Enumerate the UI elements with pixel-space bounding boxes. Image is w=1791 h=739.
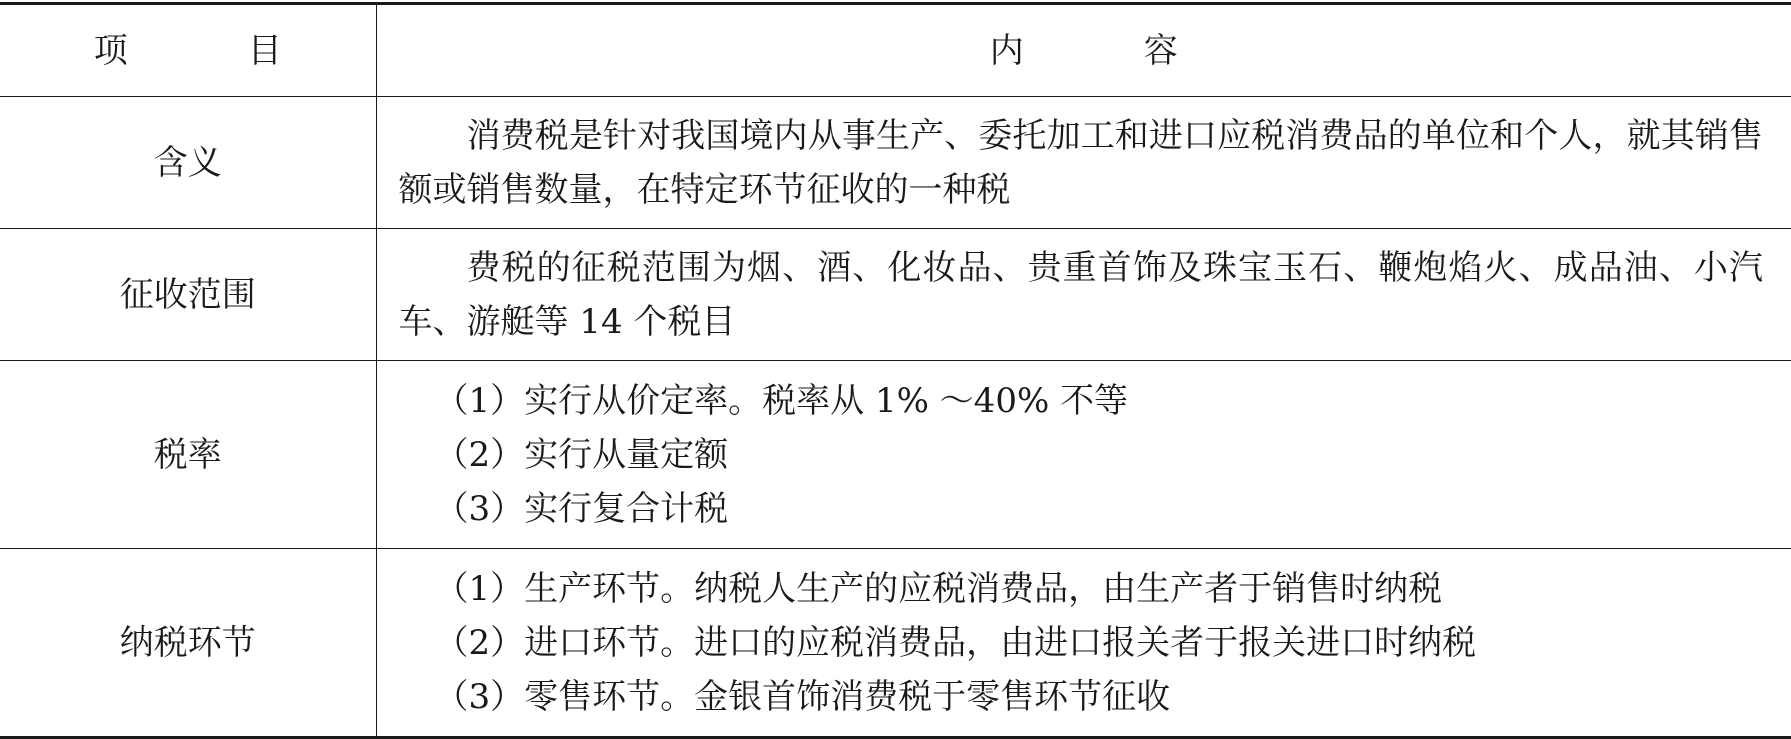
row-content-rate [376, 361, 1791, 549]
table-row-stage [0, 549, 1791, 738]
stage-line-1: （1）生产环节。纳税人生产的应税消费品，由生产者于销售时纳税 [435, 562, 1764, 616]
row-item-stage: 纳税环节 [0, 549, 376, 738]
header-content: 内容 [376, 4, 1791, 97]
table-header-row [0, 4, 1791, 97]
table-row-rate [0, 361, 1791, 549]
row-content-meaning [376, 97, 1791, 229]
rate-line-1: （1）实行从价定率。税率从 1% ～40% 不等 [435, 374, 1764, 428]
meaning-text: 消费税是针对我国境内从事生产、委托加工和进口应税消费品的单位和个人，就其销售额或销售数量，在特定环节征收的一种税 [377, 109, 1791, 217]
stage-line-2: （2）进口环节。进口的应税消费品，由进口报关者于报关进口时纳税 [435, 616, 1764, 670]
table-row-meaning [0, 97, 1791, 229]
row-content-scope [376, 229, 1791, 361]
stage-line-3: （3）零售环节。金银首饰消费税于零售环节征收 [435, 670, 1764, 724]
rate-line-2: （2）实行从量定额 [435, 428, 1764, 482]
rate-line-3: （3）实行复合计税 [435, 482, 1764, 536]
rate-list [377, 374, 1791, 536]
row-item-scope: 征收范围 [0, 229, 376, 361]
header-item: 项目 [0, 4, 376, 97]
row-content-stage [376, 549, 1791, 738]
table-row-scope [0, 229, 1791, 361]
scope-text: 费税的征税范围为烟、酒、化妆品、贵重首饰及珠宝玉石、鞭炮焰火、成品油、小汽车、游艇等 14 个税目 [377, 241, 1791, 349]
row-item-rate: 税率 [0, 361, 376, 549]
row-item-meaning: 含义 [0, 97, 376, 229]
stage-list [377, 562, 1791, 724]
consumption-tax-table [0, 2, 1791, 739]
